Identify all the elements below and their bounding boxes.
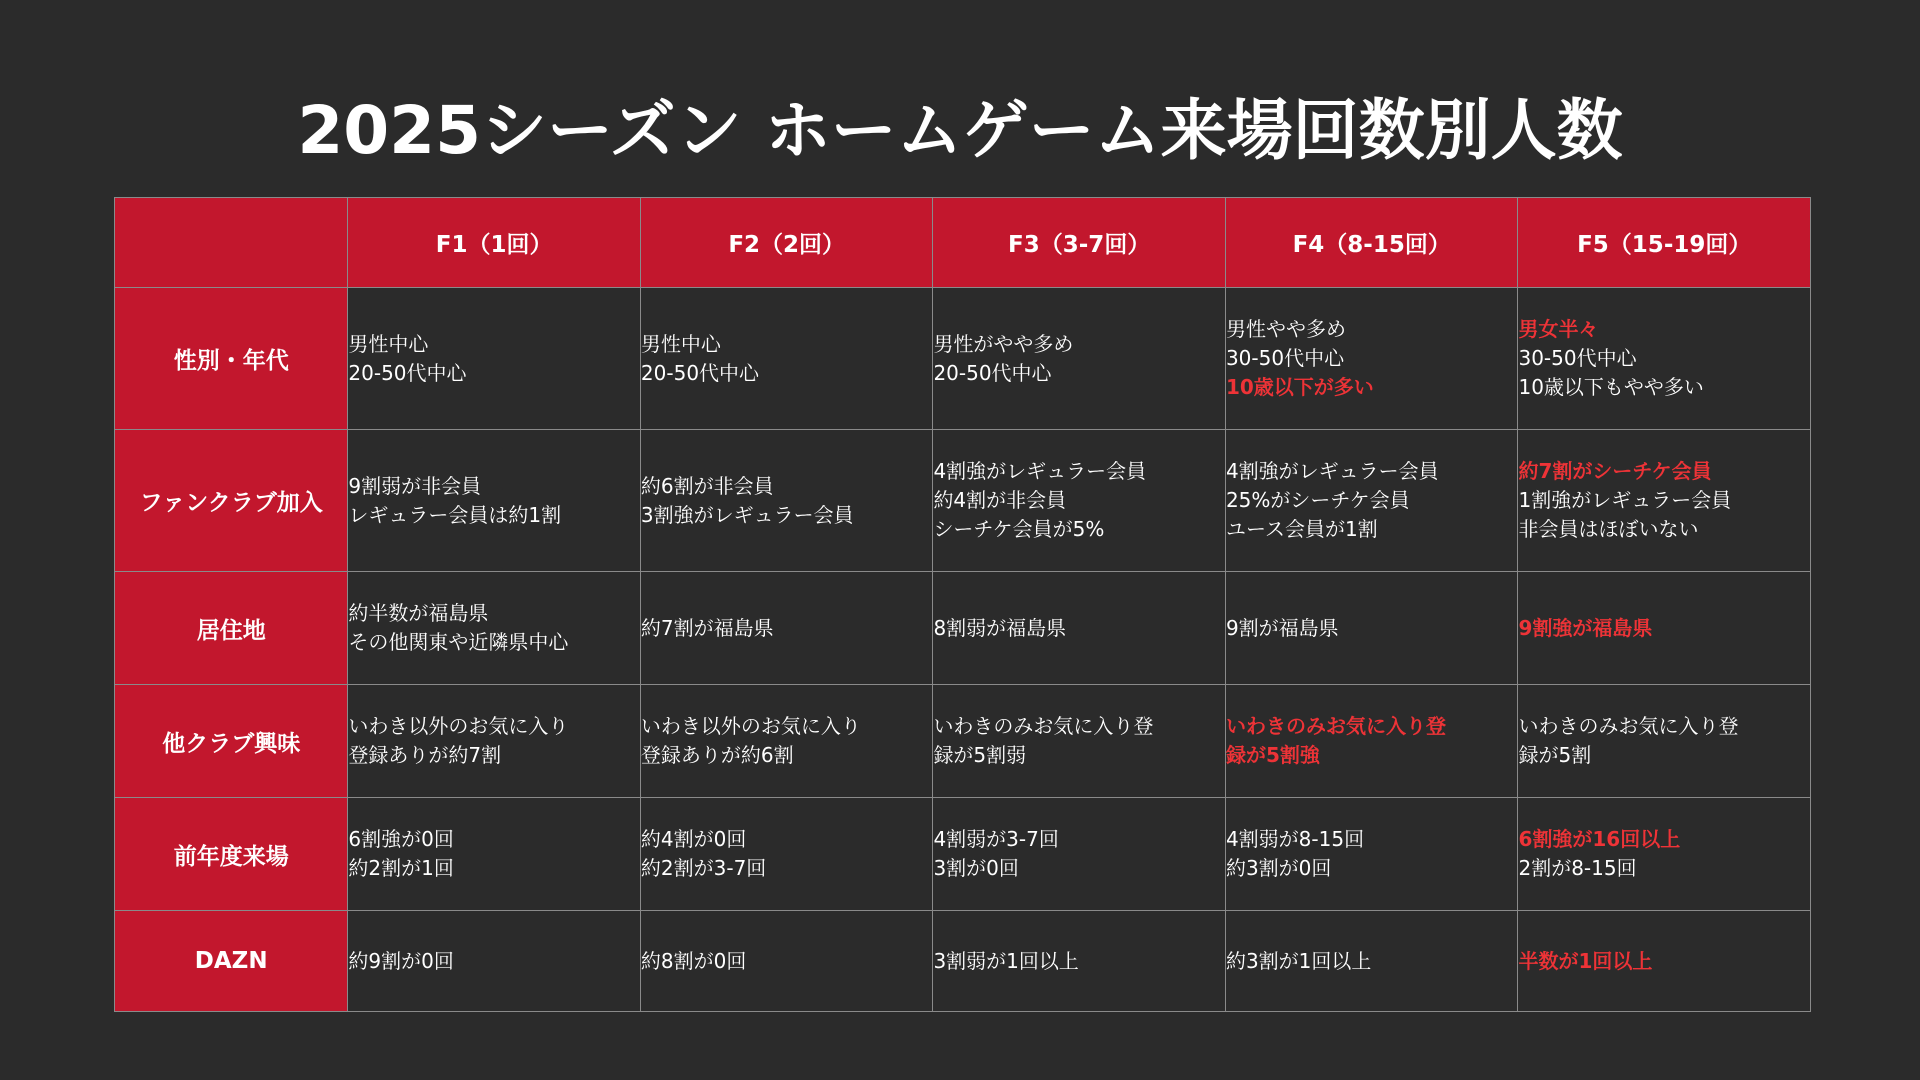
table-corner-cell xyxy=(115,198,348,288)
cell-text: 非会員はほぼいない xyxy=(1518,517,1699,541)
row-header: 居住地 xyxy=(115,572,348,685)
cell-text: 10歳以下もやや多い xyxy=(1518,375,1704,399)
highlighted-cell-text: 半数が1回以上 xyxy=(1518,948,1653,973)
table-cell-f2 xyxy=(640,430,933,572)
row-header: ファンクラブ加入 xyxy=(115,430,348,572)
table-cell-f4 xyxy=(1225,572,1518,685)
cell-text: 6割強が0回 xyxy=(348,827,454,851)
cell-text: 男性中心 xyxy=(640,331,721,356)
row-header: 性別・年代 xyxy=(115,288,348,430)
table-cell-f4 xyxy=(1225,685,1518,798)
cell-text: いわき以外のお気に入り xyxy=(640,714,861,738)
table-cell-f1 xyxy=(348,798,641,911)
cell-text: その他関東や近隣県中心 xyxy=(348,630,569,654)
table-cell-f3 xyxy=(933,911,1226,1012)
row-header: 前年度来場 xyxy=(115,798,348,911)
table-cell-f1 xyxy=(348,288,641,430)
highlighted-cell-text: いわきのみお気に入り登 xyxy=(1225,714,1446,738)
table-cell-f5 xyxy=(1518,288,1811,430)
table-cell-f3 xyxy=(933,430,1226,572)
cell-text: 4割強がレギュラー会員 xyxy=(933,459,1147,483)
table-row xyxy=(115,430,1811,572)
table-cell-f4 xyxy=(1225,430,1518,572)
table-cell-f2 xyxy=(640,798,933,911)
table-cell-f4 xyxy=(1225,798,1518,911)
highlighted-cell-text: 6割強が16回以上 xyxy=(1518,827,1681,851)
cell-text: 8割弱が福島県 xyxy=(933,615,1067,640)
table-cell-f3 xyxy=(933,798,1226,911)
highlighted-cell-text: 10歳以下が多い xyxy=(1225,375,1374,399)
cell-text: ユース会員が1割 xyxy=(1225,517,1378,541)
table-cell-f5 xyxy=(1518,685,1811,798)
cell-text: 4割強がレギュラー会員 xyxy=(1225,459,1439,483)
table-cell-f1 xyxy=(348,572,641,685)
table-row xyxy=(115,288,1811,430)
table-cell-f5 xyxy=(1518,430,1811,572)
table-cell-f5 xyxy=(1518,798,1811,911)
highlighted-cell-text: 約7割がシーチケ会員 xyxy=(1518,459,1712,483)
table-cell-f3 xyxy=(933,572,1226,685)
column-header-f3: F3（3-7回） xyxy=(933,198,1226,288)
column-header-f4: F4（8-15回） xyxy=(1225,198,1518,288)
table-cell-f3 xyxy=(933,685,1226,798)
highlighted-cell-text: 男女半々 xyxy=(1518,317,1599,341)
cell-text: 約8割が0回 xyxy=(640,948,747,973)
table-cell-f4 xyxy=(1225,288,1518,430)
table-header-row xyxy=(115,198,1811,288)
table-cell-f2 xyxy=(640,572,933,685)
cell-text: 3割弱が1回以上 xyxy=(933,948,1079,973)
cell-text: 約9割が0回 xyxy=(348,948,454,973)
cell-text: 男性中心 xyxy=(348,331,429,356)
cell-text: 約6割が非会員 xyxy=(640,473,774,498)
cell-text: 登録ありが約7割 xyxy=(348,743,502,767)
table-row xyxy=(115,798,1811,911)
cell-text: 3割強がレギュラー会員 xyxy=(640,502,854,527)
table-row xyxy=(115,685,1811,798)
cell-text: 録が5割弱 xyxy=(933,743,1027,767)
cell-text: 9割弱が非会員 xyxy=(348,473,482,498)
table-cell-f4 xyxy=(1225,911,1518,1012)
highlighted-cell-text: 9割強が福島県 xyxy=(1518,615,1653,640)
cell-text: 男性がやや多め xyxy=(933,331,1074,356)
cell-text: 約4割が非会員 xyxy=(933,488,1067,512)
cell-text: 20-50代中心 xyxy=(933,360,1052,385)
table-row xyxy=(115,572,1811,685)
cell-text: いわきのみお気に入り登 xyxy=(933,714,1154,738)
row-header: DAZN xyxy=(115,911,348,1012)
cell-text: 2割が8-15回 xyxy=(1518,856,1637,880)
cell-text: 約3割が0回 xyxy=(1225,856,1332,880)
cell-text: 登録ありが約6割 xyxy=(640,743,794,767)
page-title: 2025シーズン ホームゲーム来場回数別人数 xyxy=(297,92,1623,169)
cell-text: 25%がシーチケ会員 xyxy=(1225,488,1410,512)
column-header-f1: F1（1回） xyxy=(348,198,641,288)
cell-text: シーチケ会員が5% xyxy=(933,517,1105,541)
cell-text: 3割が0回 xyxy=(933,856,1019,880)
cell-text: 約3割が1回以上 xyxy=(1225,948,1372,973)
segment-comparison-table xyxy=(114,197,1811,1012)
cell-text: 約4割が0回 xyxy=(640,827,747,851)
cell-text: 約2割が1回 xyxy=(348,856,454,880)
table-cell-f2 xyxy=(640,685,933,798)
table-cell-f3 xyxy=(933,288,1226,430)
cell-text: 30-50代中心 xyxy=(1518,346,1637,370)
cell-text: 4割弱が3-7回 xyxy=(933,827,1059,851)
cell-text: 約7割が福島県 xyxy=(640,615,774,640)
column-header-f5: F5（15-19回） xyxy=(1518,198,1811,288)
highlighted-cell-text: 録が5割強 xyxy=(1225,743,1320,767)
cell-text: 30-50代中心 xyxy=(1225,346,1345,370)
cell-text: いわき以外のお気に入り xyxy=(348,714,569,738)
cell-text: 約2割が3-7回 xyxy=(640,856,767,880)
table-row xyxy=(115,911,1811,1012)
table-cell-f1 xyxy=(348,430,641,572)
cell-text: 9割が福島県 xyxy=(1225,615,1339,640)
table-cell-f1 xyxy=(348,911,641,1012)
row-header: 他クラブ興味 xyxy=(115,685,348,798)
table-body xyxy=(115,288,1811,1012)
cell-text: いわきのみお気に入り登 xyxy=(1518,714,1739,738)
cell-text: 男性やや多め xyxy=(1225,317,1346,341)
table-cell-f1 xyxy=(348,685,641,798)
cell-text: 4割弱が8-15回 xyxy=(1225,827,1365,851)
column-header-f2: F2（2回） xyxy=(640,198,933,288)
cell-text: 20-50代中心 xyxy=(640,360,760,385)
cell-text: 20-50代中心 xyxy=(348,360,467,385)
cell-text: 1割強がレギュラー会員 xyxy=(1518,488,1732,512)
cell-text: 約半数が福島県 xyxy=(348,601,489,625)
table-cell-f5 xyxy=(1518,572,1811,685)
cell-text: 録が5割 xyxy=(1518,743,1592,767)
cell-text: レギュラー会員は約1割 xyxy=(348,502,562,527)
table-cell-f5 xyxy=(1518,911,1811,1012)
table-cell-f2 xyxy=(640,288,933,430)
table-cell-f2 xyxy=(640,911,933,1012)
